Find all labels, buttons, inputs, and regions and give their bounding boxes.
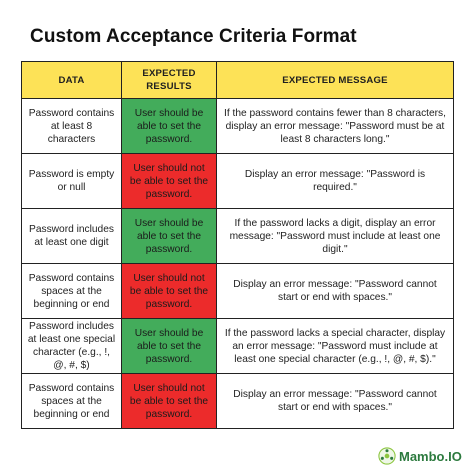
- result-cell: User should not be able to set the password.: [122, 374, 217, 429]
- message-cell: Display an error message: "Password cannot start or end with spaces.": [217, 264, 454, 319]
- data-cell: Password is empty or null: [22, 154, 122, 209]
- message-cell: Display an error message: "Password cannot start or end with spaces.": [217, 374, 454, 429]
- result-cell: User should be able to set the password.: [122, 99, 217, 154]
- table-row: [22, 374, 454, 429]
- message-cell: If the password contains fewer than 8 characters, display an error message: "Password must be at least 8 characters long.": [217, 99, 454, 154]
- page-title: Custom Acceptance Criteria Format: [30, 26, 357, 47]
- data-cell: Password contains spaces at the beginning or end: [22, 374, 122, 429]
- result-cell: User should not be able to set the password.: [122, 154, 217, 209]
- header-expected-results: EXPECTED RESULTS: [122, 62, 217, 99]
- result-cell: User should be able to set the password.: [122, 319, 217, 374]
- table-header-row: [22, 62, 454, 99]
- acceptance-criteria-table: [21, 61, 454, 429]
- table-row: [22, 154, 454, 209]
- message-cell: If the password lacks a special character, display an error message: "Password must include at least one special character (e.g., !, @, #, $).": [217, 319, 454, 374]
- data-cell: Password contains at least 8 characters: [22, 99, 122, 154]
- table-row: [22, 99, 454, 154]
- data-cell: Password contains spaces at the beginning or end: [22, 264, 122, 319]
- table-row: [22, 209, 454, 264]
- data-cell: Password includes at least one special character (e.g., !, @, #, $): [22, 319, 122, 374]
- message-cell: Display an error message: "Password is required.": [217, 154, 454, 209]
- header-data: DATA: [22, 62, 122, 99]
- table-row: [22, 319, 454, 374]
- mambo-logo-icon: [378, 447, 396, 465]
- brand-logo: [378, 447, 462, 465]
- table-row: [22, 264, 454, 319]
- data-cell: Password includes at least one digit: [22, 209, 122, 264]
- result-cell: User should not be able to set the password.: [122, 264, 217, 319]
- result-cell: User should be able to set the password.: [122, 209, 217, 264]
- brand-name: Mambo.IO: [399, 448, 462, 464]
- message-cell: If the password lacks a digit, display an error message: "Password must include at least one digit.": [217, 209, 454, 264]
- header-expected-message: EXPECTED MESSAGE: [217, 62, 454, 99]
